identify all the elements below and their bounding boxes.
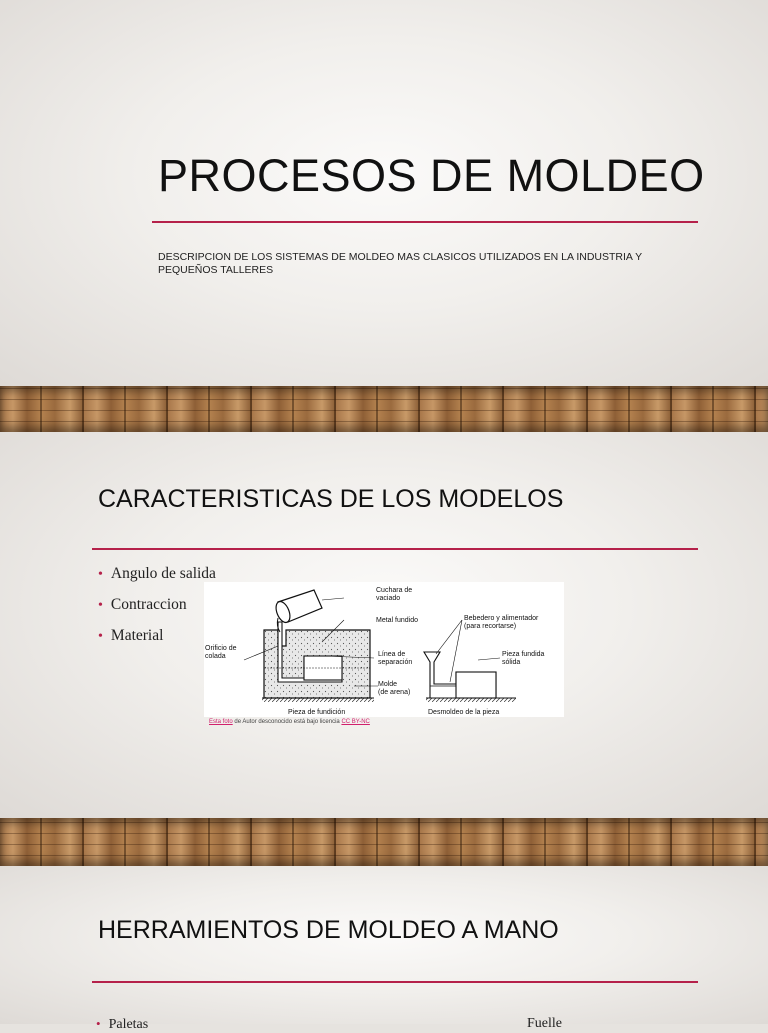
label-vaciado: vaciado (376, 595, 401, 602)
label-colada: colada (205, 653, 226, 660)
image-credit (209, 719, 370, 725)
label-desmoldeo: Desmoldeo de la pieza (428, 709, 500, 716)
label-pieza-fundicion: Pieza de fundición (288, 709, 346, 716)
casting-diagram (204, 582, 564, 717)
slide-title-heading: PROCESOS DE MOLDEO (158, 150, 705, 201)
credit-text: de Autor desconocido está bajo licencia (232, 719, 342, 725)
slide-herramientas (0, 866, 768, 1032)
slide-title (0, 0, 768, 386)
label-cuchara: Cuchara de (376, 587, 413, 594)
label-bebedero: Bebedero y alimentador (464, 615, 539, 622)
casting-diagram-svg (204, 582, 564, 717)
bullet-icon: • (96, 1016, 101, 1031)
label-linea: Línea de (378, 651, 406, 658)
partial-bullet-right: Fuelle (527, 1016, 562, 1031)
slide-subtitle: DESCRIPCION DE LOS SISTEMAS DE MOLDEO MAS CLASICOS UTILIZADOS EN LA INDUSTRIA Y PEQUEÑOS TALLERES (158, 251, 642, 276)
bullet-text: Contraccion (110, 596, 187, 613)
label-pieza-fundida: Pieza fundida (502, 651, 545, 658)
bullet-icon: • (98, 567, 103, 582)
label-arena: (de arena) (378, 689, 411, 696)
label-solida: sólida (502, 659, 521, 666)
bullet-item (98, 564, 216, 595)
bullet-text: Material (110, 627, 164, 644)
title-divider (152, 221, 698, 223)
heading-divider (92, 548, 698, 550)
credit-photo-link[interactable]: Esta foto (209, 719, 233, 725)
wood-floor-divider (0, 386, 768, 432)
slide-caracteristicas (0, 432, 768, 818)
label-molde: Molde (378, 681, 398, 688)
label-orificio: Orificio de (205, 645, 237, 652)
credit-license-link[interactable]: CC BY-NC (341, 719, 370, 725)
bullet-icon: • (98, 598, 103, 613)
bullet-list (98, 564, 216, 657)
label-metal-fundido: Metal fundido (376, 617, 419, 624)
label-recortarse: (para recortarse) (464, 623, 517, 630)
bullet-icon: • (98, 629, 103, 644)
bullet-item (98, 626, 216, 657)
label-separacion: separación (378, 659, 413, 666)
solid-casting-icon (424, 652, 496, 698)
slide-heading: CARACTERISTICAS DE LOS MODELOS (98, 485, 564, 513)
ground-hatch-right (426, 698, 516, 702)
partial-bullet-left (96, 1016, 148, 1033)
bullet-text: Paletas (108, 1017, 149, 1032)
slide-heading: HERRAMIENTOS DE MOLDEO A MANO (98, 916, 559, 944)
bullet-text: Angulo de salida (110, 565, 216, 582)
bullet-item (98, 595, 216, 626)
heading-divider (92, 981, 698, 983)
wood-floor-divider (0, 818, 768, 866)
